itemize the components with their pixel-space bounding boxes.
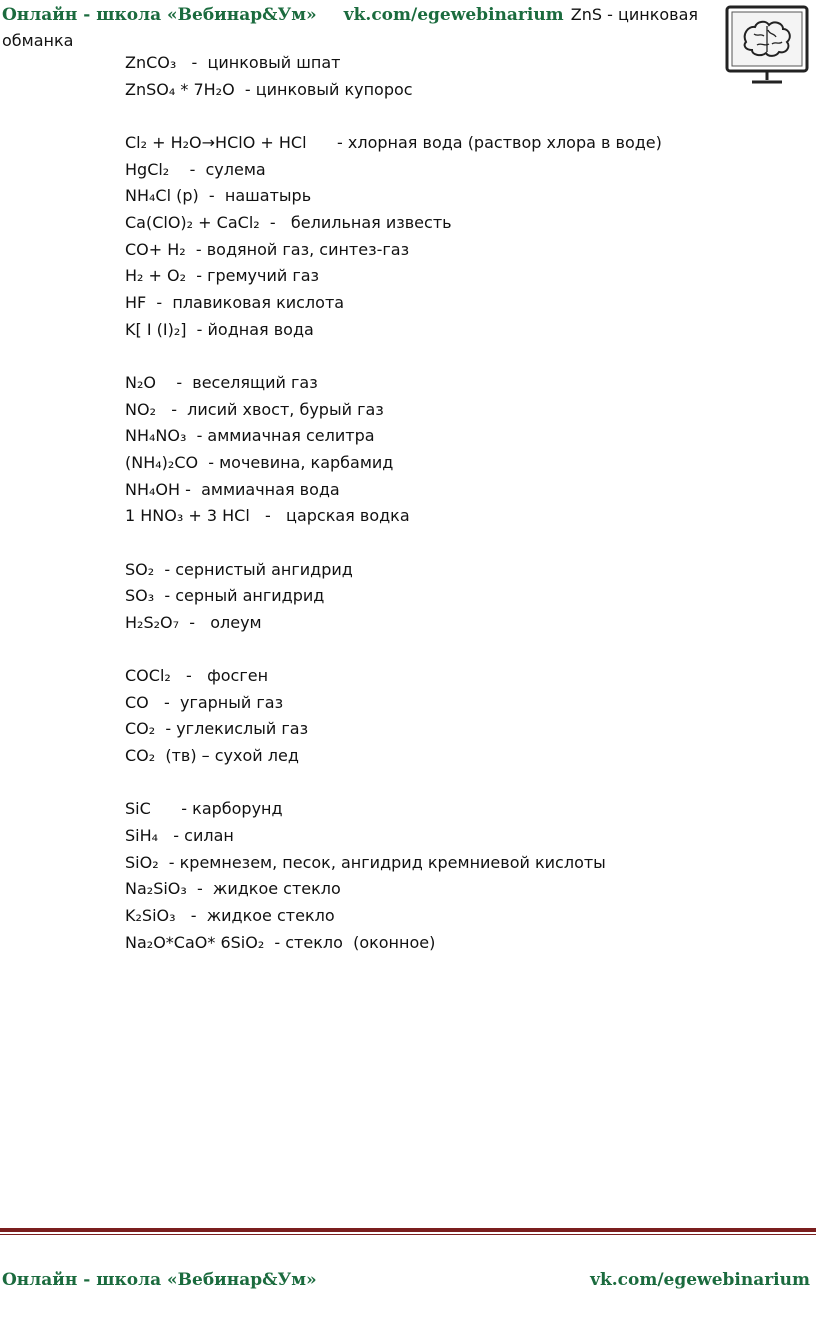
glossary-line: K[ I (I)₂] - йодная вода (125, 319, 314, 339)
glossary (125, 50, 805, 983)
glossary-line: SiO₂ - кремнезем, песок, ангидрид кремниевой кислоты (125, 852, 606, 872)
glossary-line: Cl₂ + H₂O→HClO + HCl - хлорная вода (раствор хлора в воде) (125, 132, 662, 152)
glossary-line: CO - угарный газ (125, 692, 284, 712)
glossary-line: SO₃ - серный ангидрид (125, 586, 325, 606)
glossary-line: HF - плавиковая кислота (125, 293, 345, 312)
footer-divider (0, 1228, 816, 1236)
glossary-group-sulfur (125, 557, 805, 637)
page-footer (2, 1270, 810, 1290)
glossary-line: (NH₄)₂CO - мочевина, карбамид (125, 452, 394, 472)
glossary-line: NH₄NO₃ - аммиачная селитра (125, 426, 375, 446)
glossary-group-halogens (125, 130, 805, 344)
footer-url-link[interactable]: vk.com/egewebinarium (590, 1270, 810, 1290)
glossary-line: SiC - карборунд (125, 799, 283, 819)
glossary-line: NH₄OH - аммиачная вода (125, 479, 340, 499)
glossary-line: Ca(ClO)₂ + CaCl₂ - белильная известь (125, 212, 452, 232)
glossary-line: SiH₄ - силан (125, 826, 234, 845)
glossary-line: CO+ H₂ - водяной газ, синтез-газ (125, 239, 410, 259)
glossary-line: NH₄Cl (р) - нашатырь (125, 186, 312, 206)
glossary-line: COCl₂ - фосген (125, 666, 269, 686)
glossary-line: NO₂ - лисий хвост, бурый газ (125, 399, 384, 419)
glossary-group-silicon (125, 796, 805, 956)
glossary-line: H₂S₂O₇ - олеум (125, 612, 262, 632)
glossary-line: H₂ + O₂ - гремучий газ (125, 266, 320, 286)
glossary-line: SO₂ - сернистый ангидрид (125, 559, 353, 579)
glossary-line: CO₂ (тв) – сухой лед (125, 746, 299, 766)
glossary-line: CO₂ - углекислый газ (125, 719, 309, 739)
glossary-group-nitrogen (125, 370, 805, 530)
glossary-line: ZnSO₄ * 7H₂O - цинковый купорос (125, 79, 413, 99)
glossary-line: ZnCO₃ - цинковый шпат (125, 53, 341, 72)
glossary-line: Na₂SiO₃ - жидкое стекло (125, 879, 341, 899)
header-brand: Онлайн - школа «Вебинар&Ум» (2, 5, 317, 25)
glossary-line: K₂SiO₃ - жидкое стекло (125, 906, 335, 926)
header-lead-text: ZnS - цинковая обманка (2, 5, 699, 50)
footer-brand: Онлайн - школа «Вебинар&Ум» (2, 1270, 317, 1290)
glossary-group-carbon (125, 663, 805, 770)
header-url-link[interactable]: vk.com/egewebinarium (343, 5, 564, 25)
glossary-line: Na₂O*CaO* 6SiO₂ - стекло (оконное) (125, 932, 436, 952)
glossary-line: HgCl₂ - сулема (125, 159, 266, 179)
glossary-line: N₂O - веселящий газ (125, 372, 318, 392)
page-header (2, 2, 702, 54)
glossary-group-zinc (125, 50, 805, 103)
glossary-line: 1 HNO₃ + 3 HCl - царская водка (125, 506, 410, 526)
